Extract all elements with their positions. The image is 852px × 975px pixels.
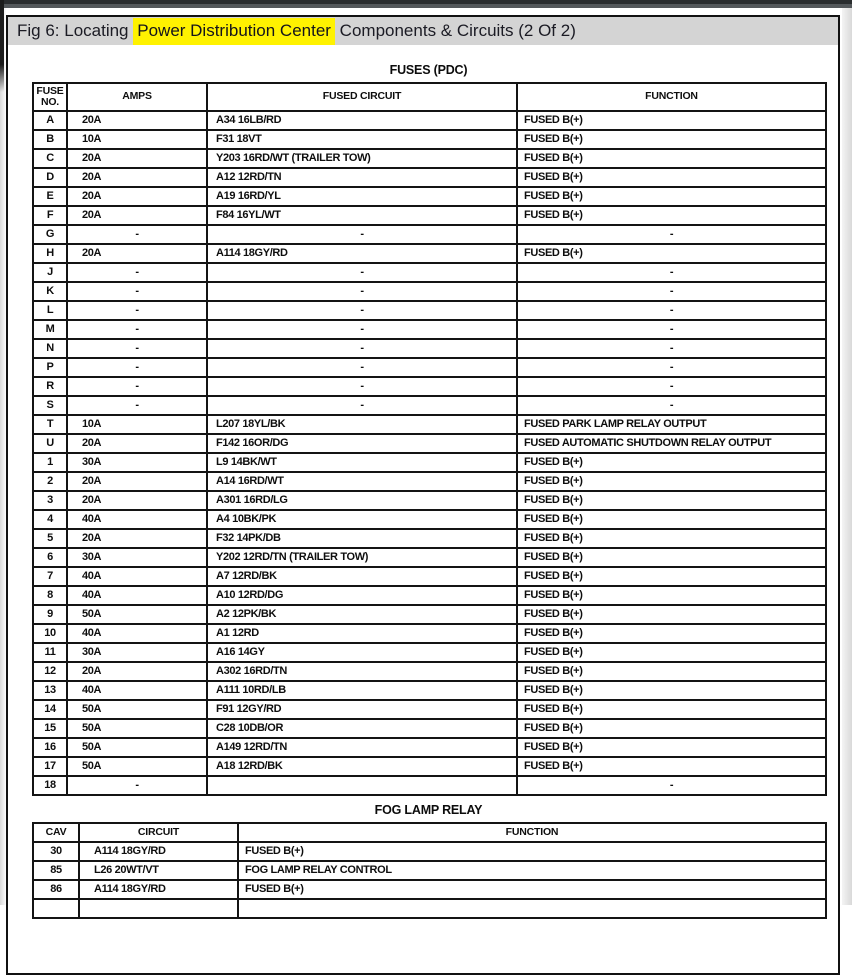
amps-cell: 40A xyxy=(67,510,207,529)
fog-lamp-table-header xyxy=(33,823,826,842)
fuse-row xyxy=(33,187,826,206)
fused-circuit-cell: C28 10DB/OR xyxy=(207,719,517,738)
fuse-no-cell: M xyxy=(33,320,67,339)
fuse-no-cell: 17 xyxy=(33,757,67,776)
fused-circuit-cell: F91 12GY/RD xyxy=(207,700,517,719)
fog-lamp-header-row xyxy=(33,823,826,842)
figure-title-bar xyxy=(8,17,838,45)
function-cell: FUSED B(+) xyxy=(517,700,826,719)
amps-cell: - xyxy=(67,377,207,396)
fused-circuit-cell: A18 12RD/BK xyxy=(207,757,517,776)
amps-cell: 20A xyxy=(67,111,207,130)
fuse-row xyxy=(33,776,826,795)
fog-lamp-table-title: FOG LAMP RELAY xyxy=(374,803,483,817)
fuse-no-cell: 13 xyxy=(33,681,67,700)
amps-cell: 50A xyxy=(67,700,207,719)
cav-cell: 86 xyxy=(33,880,79,899)
fuse-no-cell: K xyxy=(33,282,67,301)
amps-cell: 20A xyxy=(67,491,207,510)
fused-circuit-cell: F31 18VT xyxy=(207,130,517,149)
fuse-row xyxy=(33,491,826,510)
fuse-row xyxy=(33,111,826,130)
fuse-row xyxy=(33,700,826,719)
fuses-table xyxy=(32,82,827,796)
fuse-no-cell: F xyxy=(33,206,67,225)
column-header: CAV xyxy=(33,823,79,842)
function-cell: FUSED B(+) xyxy=(517,149,826,168)
fused-circuit-cell: F32 14PK/DB xyxy=(207,529,517,548)
fuse-row xyxy=(33,206,826,225)
function-cell: FUSED B(+) xyxy=(517,529,826,548)
fuse-no-cell: G xyxy=(33,225,67,244)
amps-cell: - xyxy=(67,301,207,320)
fused-circuit-cell: - xyxy=(207,339,517,358)
amps-cell: 20A xyxy=(67,529,207,548)
fused-circuit-cell: - xyxy=(207,396,517,415)
function-cell: FUSED B(+) xyxy=(517,453,826,472)
fuse-no-cell: 7 xyxy=(33,567,67,586)
fused-circuit-cell: - xyxy=(207,263,517,282)
fused-circuit-cell: A7 12RD/BK xyxy=(207,567,517,586)
fused-circuit-cell: F84 16YL/WT xyxy=(207,206,517,225)
fuse-row xyxy=(33,225,826,244)
function-cell: FUSED B(+) xyxy=(238,880,826,899)
fog-relay-row xyxy=(33,880,826,899)
fuse-no-cell: J xyxy=(33,263,67,282)
fuse-no-cell: H xyxy=(33,244,67,263)
fuse-row xyxy=(33,662,826,681)
fused-circuit-cell: A14 16RD/WT xyxy=(207,472,517,491)
circuit-cell: A114 18GY/RD xyxy=(79,842,238,861)
function-cell: FUSED B(+) xyxy=(517,605,826,624)
function-cell: - xyxy=(517,301,826,320)
fuse-row xyxy=(33,396,826,415)
fuse-no-cell: 10 xyxy=(33,624,67,643)
fused-circuit-cell: A114 18GY/RD xyxy=(207,244,517,263)
fog-relay-row xyxy=(33,842,826,861)
fuse-no-cell: 1 xyxy=(33,453,67,472)
function-cell: FUSED B(+) xyxy=(517,548,826,567)
amps-cell: - xyxy=(67,339,207,358)
fuse-no-cell: P xyxy=(33,358,67,377)
amps-cell: 40A xyxy=(67,586,207,605)
fused-circuit-cell: - xyxy=(207,358,517,377)
figure-title-prefix: Fig 6: Locating xyxy=(17,21,134,40)
circuit-cell: A114 18GY/RD xyxy=(79,880,238,899)
function-cell: FUSED B(+) xyxy=(517,472,826,491)
function-cell: FUSED B(+) xyxy=(517,244,826,263)
fuse-no-cell: 18 xyxy=(33,776,67,795)
figure-title-highlight: Power Distribution Center xyxy=(133,18,335,45)
fuse-no-cell: 8 xyxy=(33,586,67,605)
amps-cell: 20A xyxy=(67,206,207,225)
amps-cell: 10A xyxy=(67,130,207,149)
function-cell: FUSED B(+) xyxy=(517,643,826,662)
fuse-row xyxy=(33,757,826,776)
fuse-row xyxy=(33,358,826,377)
fuse-no-cell: 6 xyxy=(33,548,67,567)
amps-cell: 40A xyxy=(67,681,207,700)
fused-circuit-cell: A111 10RD/LB xyxy=(207,681,517,700)
fog-lamp-relay-table xyxy=(32,822,827,919)
scanned-document-page xyxy=(6,15,840,975)
fuse-row xyxy=(33,415,826,434)
amps-cell: - xyxy=(67,396,207,415)
amps-cell: - xyxy=(67,225,207,244)
function-cell: - xyxy=(517,225,826,244)
function-cell: - xyxy=(517,339,826,358)
function-cell: FUSED PARK LAMP RELAY OUTPUT xyxy=(517,415,826,434)
column-header: FUSED CIRCUIT xyxy=(207,83,517,111)
fused-circuit-cell: A301 16RD/LG xyxy=(207,491,517,510)
fuse-no-cell: L xyxy=(33,301,67,320)
fused-circuit-cell: A12 12RD/TN xyxy=(207,168,517,187)
fused-circuit-cell: A4 10BK/PK xyxy=(207,510,517,529)
function-cell: FUSED AUTOMATIC SHUTDOWN RELAY OUTPUT xyxy=(517,434,826,453)
fuses-table-header xyxy=(33,83,826,111)
fused-circuit-cell: L207 18YL/BK xyxy=(207,415,517,434)
amps-cell: 20A xyxy=(67,472,207,491)
fog-lamp-table-body xyxy=(33,842,826,918)
amps-cell: 50A xyxy=(67,605,207,624)
cav-cell: 30 xyxy=(33,842,79,861)
fuse-no-cell: 2 xyxy=(33,472,67,491)
function-cell: FUSED B(+) xyxy=(517,719,826,738)
fuse-no-cell: 12 xyxy=(33,662,67,681)
fuse-no-cell: 4 xyxy=(33,510,67,529)
amps-cell: - xyxy=(67,263,207,282)
fused-circuit-cell: F142 16OR/DG xyxy=(207,434,517,453)
function-cell: - xyxy=(517,282,826,301)
fog-relay-row-partial xyxy=(33,899,826,918)
function-cell: FUSED B(+) xyxy=(238,842,826,861)
function-cell: FUSED B(+) xyxy=(517,187,826,206)
function-cell: FUSED B(+) xyxy=(517,738,826,757)
fused-circuit-cell: A149 12RD/TN xyxy=(207,738,517,757)
function-cell: FUSED B(+) xyxy=(517,586,826,605)
fuse-row xyxy=(33,377,826,396)
fog-relay-row xyxy=(33,861,826,880)
fused-circuit-cell: A16 14GY xyxy=(207,643,517,662)
circuit-cell: L26 20WT/VT xyxy=(79,861,238,880)
fuse-row xyxy=(33,529,826,548)
function-cell: FUSED B(+) xyxy=(517,130,826,149)
fused-circuit-cell: - xyxy=(207,282,517,301)
fuse-no-cell: A xyxy=(33,111,67,130)
amps-cell: 40A xyxy=(67,567,207,586)
function-cell: FUSED B(+) xyxy=(517,206,826,225)
fuse-no-cell: U xyxy=(33,434,67,453)
amps-cell: 30A xyxy=(67,548,207,567)
fused-circuit-cell: - xyxy=(207,320,517,339)
fuses-table-title: FUSES (PDC) xyxy=(389,63,468,77)
function-cell: FUSED B(+) xyxy=(517,168,826,187)
amps-cell: 10A xyxy=(67,415,207,434)
amps-cell: 50A xyxy=(67,757,207,776)
function-cell: - xyxy=(517,358,826,377)
fuse-no-cell: C xyxy=(33,149,67,168)
fuse-row xyxy=(33,548,826,567)
fuse-row xyxy=(33,605,826,624)
fuse-row xyxy=(33,168,826,187)
fuses-header-row xyxy=(33,83,826,111)
fuses-table-body xyxy=(33,111,826,795)
fuse-row xyxy=(33,643,826,662)
amps-cell: 30A xyxy=(67,453,207,472)
fused-circuit-cell: Y202 12RD/TN (TRAILER TOW) xyxy=(207,548,517,567)
amps-cell: 30A xyxy=(67,643,207,662)
fuse-row xyxy=(33,244,826,263)
fuse-row xyxy=(33,624,826,643)
fused-circuit-cell: Y203 16RD/WT (TRAILER TOW) xyxy=(207,149,517,168)
fuse-row xyxy=(33,282,826,301)
window-chrome-bar xyxy=(0,0,852,8)
fused-circuit-cell: A19 16RD/YL xyxy=(207,187,517,206)
amps-cell: 50A xyxy=(67,719,207,738)
figure-title-suffix: Components & Circuits (2 Of 2) xyxy=(334,21,576,40)
fuse-no-cell: 5 xyxy=(33,529,67,548)
function-cell: FUSED B(+) xyxy=(517,111,826,130)
fuse-row xyxy=(33,586,826,605)
amps-cell: 50A xyxy=(67,738,207,757)
amps-cell: 20A xyxy=(67,187,207,206)
fused-circuit-cell: A2 12PK/BK xyxy=(207,605,517,624)
cav-cell xyxy=(33,899,79,918)
amps-cell: 20A xyxy=(67,168,207,187)
fuse-row xyxy=(33,320,826,339)
function-cell: - xyxy=(517,377,826,396)
column-header: CIRCUIT xyxy=(79,823,238,842)
function-cell: FUSED B(+) xyxy=(517,624,826,643)
fuse-no-cell: 9 xyxy=(33,605,67,624)
fuse-row xyxy=(33,149,826,168)
fuse-no-cell: 16 xyxy=(33,738,67,757)
fuse-no-cell: N xyxy=(33,339,67,358)
fused-circuit-cell: A34 16LB/RD xyxy=(207,111,517,130)
fused-circuit-cell: - xyxy=(207,301,517,320)
fuse-no-cell: 15 xyxy=(33,719,67,738)
fuse-row xyxy=(33,339,826,358)
column-header: FUNCTION xyxy=(517,83,826,111)
amps-cell: - xyxy=(67,776,207,795)
function-cell: FUSED B(+) xyxy=(517,491,826,510)
function-cell: FUSED B(+) xyxy=(517,757,826,776)
column-header: FUNCTION xyxy=(238,823,826,842)
function-cell: FUSED B(+) xyxy=(517,662,826,681)
fuse-row xyxy=(33,738,826,757)
fuse-row xyxy=(33,567,826,586)
fuse-row xyxy=(33,681,826,700)
fuse-no-cell: E xyxy=(33,187,67,206)
fuse-row xyxy=(33,472,826,491)
function-cell xyxy=(238,899,826,918)
fuse-row xyxy=(33,263,826,282)
column-header: FUSE NO. xyxy=(33,83,67,111)
fuse-row xyxy=(33,130,826,149)
fused-circuit-cell xyxy=(207,776,517,795)
fuse-no-cell: 3 xyxy=(33,491,67,510)
cav-cell: 85 xyxy=(33,861,79,880)
page-right-shadow xyxy=(842,8,852,905)
fused-circuit-cell: - xyxy=(207,225,517,244)
fuse-no-cell: D xyxy=(33,168,67,187)
fuse-no-cell: 11 xyxy=(33,643,67,662)
column-header: AMPS xyxy=(67,83,207,111)
fused-circuit-cell: A10 12RD/DG xyxy=(207,586,517,605)
function-cell: FUSED B(+) xyxy=(517,567,826,586)
fuse-no-cell: R xyxy=(33,377,67,396)
amps-cell: - xyxy=(67,282,207,301)
fuse-row xyxy=(33,719,826,738)
function-cell: - xyxy=(517,776,826,795)
amps-cell: - xyxy=(67,358,207,377)
fuse-no-cell: 14 xyxy=(33,700,67,719)
function-cell: - xyxy=(517,320,826,339)
amps-cell: 20A xyxy=(67,149,207,168)
amps-cell: 20A xyxy=(67,244,207,263)
fuse-row xyxy=(33,301,826,320)
amps-cell: 20A xyxy=(67,662,207,681)
fused-circuit-cell: A1 12RD xyxy=(207,624,517,643)
fused-circuit-cell: L9 14BK/WT xyxy=(207,453,517,472)
fused-circuit-cell: - xyxy=(207,377,517,396)
function-cell: FOG LAMP RELAY CONTROL xyxy=(238,861,826,880)
function-cell: FUSED B(+) xyxy=(517,510,826,529)
function-cell: - xyxy=(517,263,826,282)
fuse-no-cell: T xyxy=(33,415,67,434)
circuit-cell xyxy=(79,899,238,918)
fuse-no-cell: B xyxy=(33,130,67,149)
fuse-no-cell: S xyxy=(33,396,67,415)
fuse-row xyxy=(33,453,826,472)
amps-cell: 20A xyxy=(67,434,207,453)
fused-circuit-cell: A302 16RD/TN xyxy=(207,662,517,681)
left-edge-dark-strip xyxy=(0,0,4,92)
fuse-row xyxy=(33,434,826,453)
fuse-row xyxy=(33,510,826,529)
amps-cell: 40A xyxy=(67,624,207,643)
function-cell: FUSED B(+) xyxy=(517,681,826,700)
function-cell: - xyxy=(517,396,826,415)
amps-cell: - xyxy=(67,320,207,339)
